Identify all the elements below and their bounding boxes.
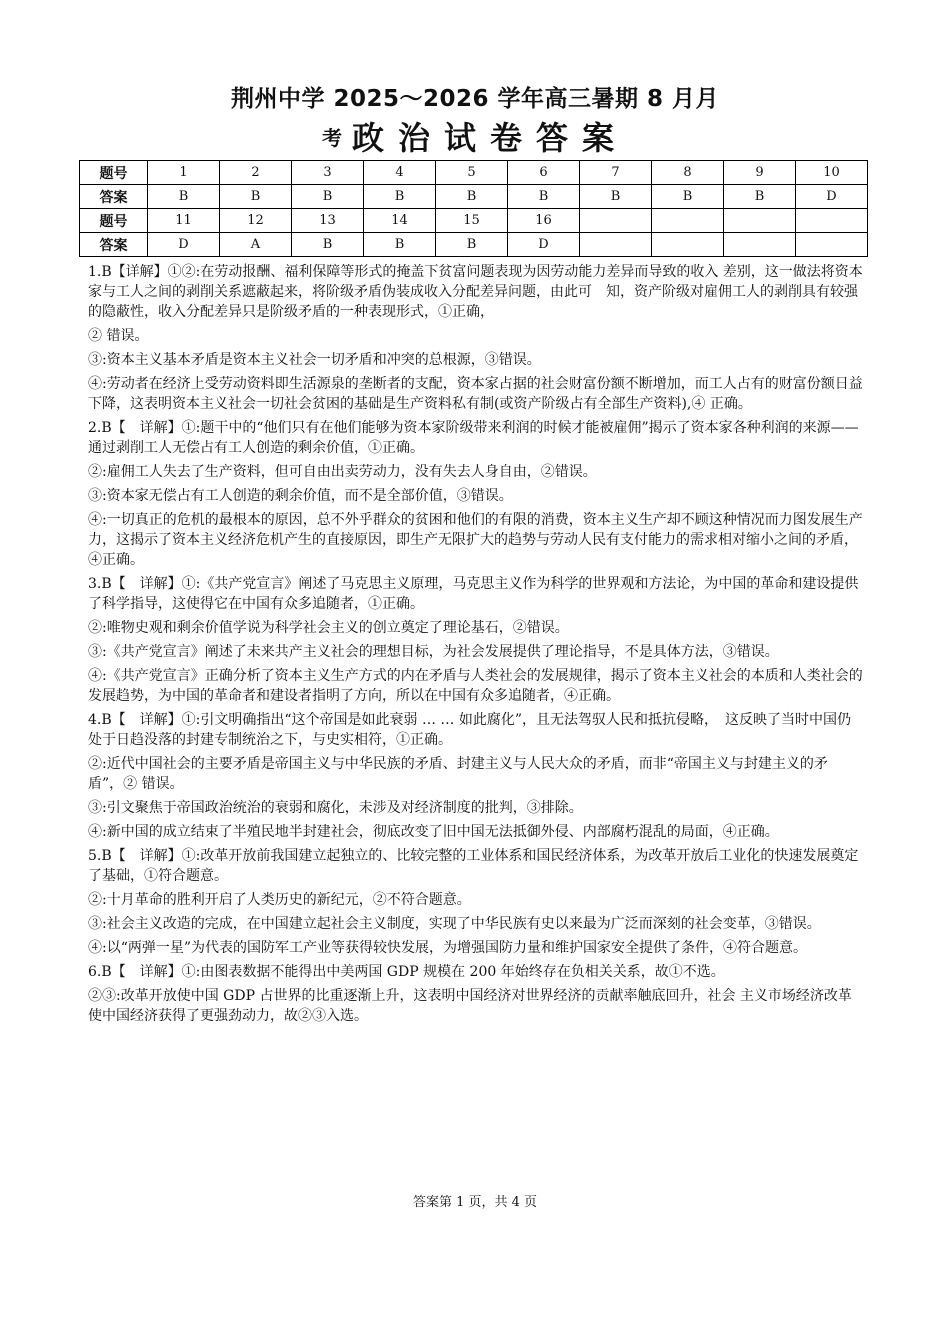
table-cell: 2: [220, 161, 292, 185]
page-title-line2: [0, 113, 950, 159]
row-label: 答案: [80, 185, 148, 209]
explanation-paragraph: 5.B【 详解】①:改革开放前我国建立起独立的、比较完整的工业体系和国民经济体系，为改革开放后工业化的快速发展奠定了基础，①符合题意。: [88, 848, 859, 884]
table-cell: [796, 209, 868, 233]
explanations: [88, 262, 863, 1030]
table-cell: [580, 209, 652, 233]
table-cell: 16: [508, 209, 580, 233]
explanation-paragraph: 6.B【 详解】①:由图表数据不能得出中美两国 GDP 规模在 200 年始终存在负相关关系，故①不选。: [88, 964, 725, 980]
table-cell: B: [364, 185, 436, 209]
answer-table: [79, 160, 868, 257]
explanation-paragraph: ③:社会主义改造的完成，在中国建立起社会主义制度，实现了中华民族有史以来最为广泛而深刻的社会变革，③错误。: [88, 916, 821, 932]
explanation-paragraph: 1.B【详解】①②:在劳动报酬、福利保障等形式的掩盖下贫富问题表现为因劳动能力差异而导致的收入 差别，这一做法将资本家与工人之间的剥削关系遮蔽起来，将阶级矛盾伪装成收入分配差异问题，由此可 知，资产阶级对雇佣工人的剥削具有较强的隐蔽性，收入分配差异只是阶级矛盾的一种表现形式，①正确，: [88, 264, 863, 320]
table-cell: D: [508, 233, 580, 257]
explanation-paragraph: ②③:改革开放使中国 GDP 占世界的比重逐渐上升，这表明中国经济对世界经济的贡献率触底回升，社会 主义市场经济改革使中国经济获得了更强劲动力，故②③入选。: [88, 988, 852, 1024]
table-cell: 4: [364, 161, 436, 185]
table-cell: 9: [724, 161, 796, 185]
table-cell: B: [364, 233, 436, 257]
explanation-paragraph: 3.B【 详解】①:《共产党宣言》阐述了马克思主义原理，马克思主义作为科学的世界观和方法论，为中国的革命和建设提供了科学指导，这使得它在中国有众多追随者，①正确。: [88, 576, 859, 612]
table-cell: B: [508, 185, 580, 209]
explanation-paragraph: ② 错误。: [88, 328, 149, 344]
explanation-paragraph: ②:唯物史观和剩余价值学说为科学社会主义的创立奠定了理论基石，②错误。: [88, 620, 569, 636]
explanation-paragraph: 2.B【 详解】①:题干中的“他们只有在他们能够为资本家阶级带来利润的时候才能被雇佣”揭示了资本家各种利润的来源——通过剥削工人无偿占有工人创造的剩余价值，①正确。: [88, 420, 859, 456]
table-cell: B: [652, 185, 724, 209]
page-footer: 答案第 1 页，共 4 页: [412, 1195, 538, 1210]
table-cell: 3: [292, 161, 364, 185]
title-big-text: 政治试卷答案: [351, 119, 628, 157]
page-title-line1: 荆州中学 2025～2026 学年高三暑期 8 月月: [230, 86, 720, 112]
table-cell: 13: [292, 209, 364, 233]
row-label: 题号: [80, 161, 148, 185]
row-label: 答案: [80, 233, 148, 257]
explanation-paragraph: ④:以“两弹一星”为代表的国防军工产业等获得较快发展，为增强国防力量和维护国家安全提供了条件，④符合题意。: [88, 940, 808, 956]
table-row: [80, 233, 868, 257]
table-cell: 1: [148, 161, 220, 185]
row-label: 题号: [80, 209, 148, 233]
table-cell: B: [580, 185, 652, 209]
explanation-paragraph: ③:《共产党宣言》阐述了未来共产主义社会的理想目标，为社会发展提供了理论指导，不是具体方法，③错误。: [88, 644, 779, 660]
table-cell: [652, 233, 724, 257]
explanation-paragraph: ③:资本家无偿占有工人创造的剩余价值，而不是全部价值，③错误。: [88, 488, 513, 504]
table-row: [80, 209, 868, 233]
table-cell: 15: [436, 209, 508, 233]
table-cell: 5: [436, 161, 508, 185]
table-cell: B: [292, 185, 364, 209]
explanation-paragraph: ④:一切真正的危机的最根本的原因，总不外乎群众的贫困和他们的有限的消费，资本主义生产却不顾这种情况而力图发展生产力，这揭示了资本主义经济危机产生的直接原因，即生产无限扩大的趋势与劳动人民有支付能力的需求相对缩小之间的矛盾，④正确。: [88, 512, 863, 568]
explanation-paragraph: ②:近代中国社会的主要矛盾是帝国主义与中华民族的矛盾、封建主义与人民大众的矛盾，而非“帝国主义与封建主义的矛盾”，② 错误。: [88, 756, 828, 792]
explanation-paragraph: ④:劳动者在经济上受劳动资料即生活源泉的垄断者的支配，资本家占据的社会财富份额不断增加，而工人占有的财富份额日益下降，这表明资本主义社会一切社会贫困的基础是生产资料私有制(或资产阶级占有全部生产资料),④ 正确。: [88, 376, 863, 412]
table-cell: [652, 209, 724, 233]
table-cell: D: [796, 185, 868, 209]
table-cell: 6: [508, 161, 580, 185]
table-cell: B: [436, 185, 508, 209]
table-cell: [724, 233, 796, 257]
table-cell: B: [292, 233, 364, 257]
table-cell: [580, 233, 652, 257]
explanation-paragraph: ②:雇佣工人失去了生产资料，但可自由出卖劳动力，没有失去人身自由，②错误。: [88, 464, 597, 480]
explanation-paragraph: ④:新中国的成立结束了半殖民地半封建社会，彻底改变了旧中国无法抵御外侵、内部腐朽混乱的局面，④正确。: [88, 824, 779, 840]
explanation-paragraph: 4.B【 详解】①:引文明确指出“这个帝国是如此衰弱 … … 如此腐化”，且无法驾驭人民和抵抗侵略， 这反映了当时中国仍处于日趋没落的封建专制统治之下，与史实相符，①正确。: [88, 712, 852, 748]
explanation-paragraph: ②:十月革命的胜利开启了人类历史的新纪元，②不符合题意。: [88, 892, 471, 908]
table-cell: [724, 209, 796, 233]
table-cell: B: [436, 233, 508, 257]
table-cell: 11: [148, 209, 220, 233]
table-cell: 14: [364, 209, 436, 233]
table-cell: B: [724, 185, 796, 209]
table-cell: 10: [796, 161, 868, 185]
table-row: [80, 161, 868, 185]
explanation-paragraph: ③:资本主义基本矛盾是资本主义社会一切矛盾和冲突的总根源，③错误。: [88, 352, 541, 368]
table-cell: D: [148, 233, 220, 257]
table-cell: 7: [580, 161, 652, 185]
table-cell: 12: [220, 209, 292, 233]
explanation-paragraph: ④:《共产党宣言》正确分析了资本主义生产方式的内在矛盾与人类社会的发展规律，揭示了资本主义社会的本质和人类社会的发展趋势，为中国的革命者和建设者指明了方向，所以在中国有众多追随者，④正确。: [88, 668, 863, 704]
title-small-text: 考: [321, 126, 342, 150]
table-cell: B: [220, 185, 292, 209]
table-cell: B: [148, 185, 220, 209]
table-cell: 8: [652, 161, 724, 185]
table-row: [80, 185, 868, 209]
explanation-paragraph: ③:引文聚焦于帝国政治统治的衰弱和腐化，未涉及对经济制度的批判，③排除。: [88, 800, 583, 816]
table-cell: [796, 233, 868, 257]
table-cell: A: [220, 233, 292, 257]
